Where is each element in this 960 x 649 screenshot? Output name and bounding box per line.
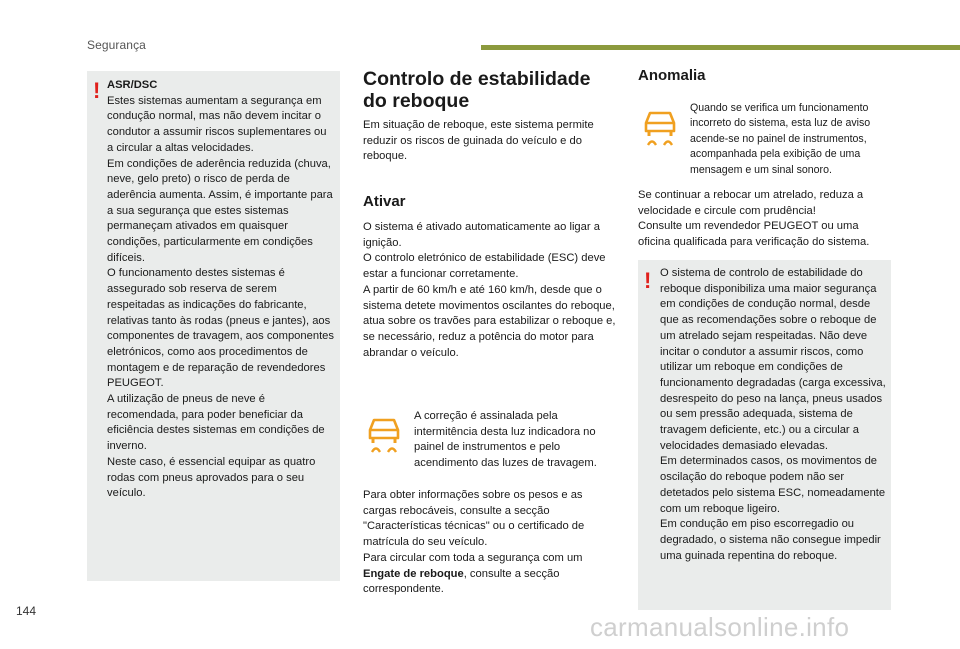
right-warning-paragraph: O sistema de controlo de estabilidade do reboque disponibiliza uma maior segurança em condições de condução normal, desde que as recomendações sobre o reboque de um atrelado sejam respeitadas. Não deve incitar o condutor a assumir riscos, como utilizar um reboque em condições de funcionamento degradadas (carga excessiva, desrespeito do peso na lança, pneus usados ou sem pressão adequada, sistema de travagem deficiente, etc.) ou a circular a velocidades demasiado elevadas. (660, 267, 886, 452)
anomaly-note (690, 101, 890, 178)
activate-paragraph: O sistema é ativado automaticamente ao ligar a ignição. (363, 221, 600, 249)
anomaly-text (638, 188, 892, 251)
activate-paragraph: A partir de 60 km/h e até 160 km/h, desde que o sistema detete movimentos oscilantes do reboque, atua sobre os travões para estabilizar o reboque e, se necessário, reduz a potência do motor para abrandar o veículo. (363, 283, 616, 359)
warning-exclamation-icon: ! (644, 268, 652, 293)
left-warning-paragraph: Estes sistemas aumentam a segurança em condução normal, mas não devem incitar o condutor a assumir riscos suplementares ou a circular a altas velocidades. (107, 94, 327, 154)
warning-exclamation-icon: ! (93, 78, 101, 103)
intro-text (363, 118, 618, 165)
section-label: Segurança (87, 38, 146, 52)
correction-note-text: A correção é assinalada pela intermitência desta luz indicadora no painel de instrumentos e pelo acendimento das luzes de travagem. (414, 410, 597, 470)
page-title: Controlo de estabilidade do reboque (363, 68, 591, 112)
left-warning-paragraph: Neste caso, é essencial equipar as quatro rodas com pneus aprovados para o seu veículo. (107, 455, 316, 500)
anomaly-paragraph: Consulte um revendedor PEUGEOT ou uma oficina qualificada para verificação do sistema. (638, 220, 870, 249)
trailer-stability-warning-icon (364, 416, 404, 454)
right-warning-text (660, 266, 886, 564)
activate-heading: Ativar (363, 193, 406, 210)
tow-hitch-reference: Engate de reboque (363, 567, 464, 580)
watermark: carmanualsonline.info (590, 612, 850, 642)
anomaly-note-text: Quando se verifica um funcionamento incorreto do sistema, esta luz de aviso acende-se no painel de instrumentos, acompanhada pela exibição de uma mensagem e um sinal sonoro. (690, 102, 871, 176)
left-warning-text (107, 78, 335, 502)
right-warning-paragraph: Em determinados casos, os movimentos de oscilação do reboque podem não ser detetados pelo sistema ESC, nomeadamente com um reboque ligeiro. (660, 455, 886, 515)
section-header-bar (481, 45, 960, 50)
left-warning-paragraph: Em condições de aderência reduzida (chuva, neve, gelo preto) o risco de perda de aderência aumenta. Assim, é importante para a sua segurança que estes sistemas permaneçam ativados em quaisquer condições, particularmente em condições difíceis. (107, 157, 333, 264)
circulate-text-after: , consulte a secção correspondente. (363, 567, 560, 596)
page-number: 144 (16, 604, 37, 618)
activate-text (363, 220, 618, 361)
intro-paragraph: Em situação de reboque, este sistema permite reduzir os riscos de guinada do veículo e do reboque. (363, 119, 594, 163)
correction-note (414, 409, 614, 472)
info-paragraph: Para obter informações sobre os pesos e as cargas rebocáveis, consulte a secção "Características técnicas" ou o certificado de matrícula do seu veículo. (363, 489, 585, 549)
activate-paragraph: O controlo eletrónico de estabilidade (ESC) deve estar a funcionar corretamente. (363, 252, 606, 281)
anomaly-heading: Anomalia (638, 67, 706, 84)
left-warning-title: ASR/DSC (107, 79, 158, 91)
left-warning-paragraph: A utilização de pneus de neve é recomendada, para poder beneficiar da eficiência destes sistemas em condições de inverno. (107, 393, 325, 453)
info-text (363, 488, 618, 598)
circulate-text-before: Para circular com toda a segurança com um (363, 551, 583, 564)
left-warning-box (87, 71, 340, 581)
anomaly-paragraph: Se continuar a rebocar um atrelado, reduza a velocidade e circule com prudência! (638, 189, 864, 217)
trailer-stability-fault-icon (640, 109, 680, 147)
left-warning-paragraph: O funcionamento destes sistemas é assegurado sob reserva de serem respeitadas as indicações do fabricante, relativas tanto às rodas (pneus e jantes), aos componentes de travagem, aos componentes eletrónicos, como aos procedimentos de montagem e de reparação de revendedores PEUGEOT. (107, 267, 334, 390)
circulate-paragraph (363, 551, 618, 598)
right-warning-box (638, 260, 891, 610)
right-warning-paragraph: Em condução em piso escorregadio ou degradado, o sistema não consegue impedir uma guinada repentina do reboque. (660, 518, 881, 562)
